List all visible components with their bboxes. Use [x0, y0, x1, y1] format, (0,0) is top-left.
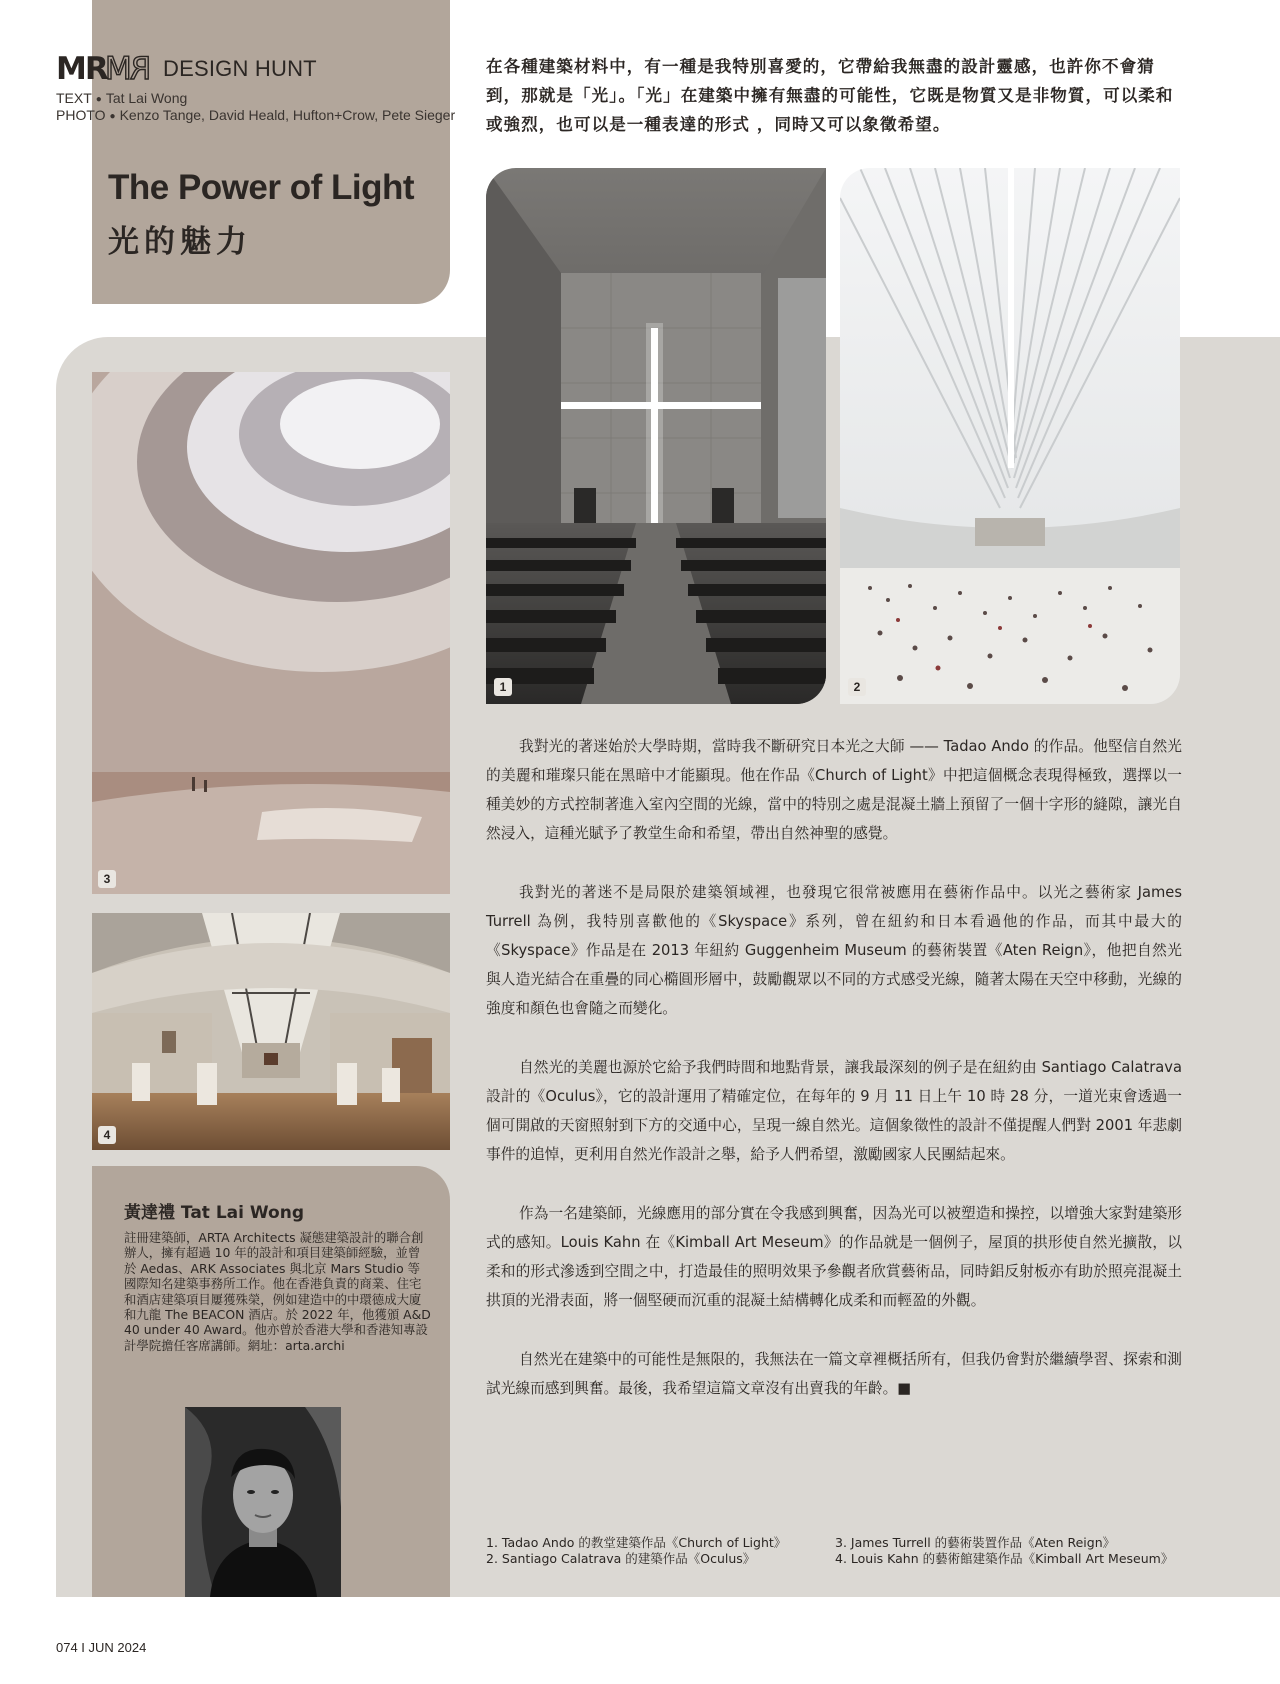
- photo-credit-label: PHOTO: [56, 107, 106, 123]
- article-title-chinese: 光的魅力: [108, 224, 252, 260]
- aten-reign-image: [92, 372, 450, 894]
- article-paragraph: 我對光的著迷不是局限於建築領域裡，也發現它很常被應用在藝術作品中。以光之藝術家 James Turrell 為例，我特別喜歡他的《Skyspace》系列，曾在紐約和日本看過他的作品，而其中最大的《Skyspace》作品是在 2013 年紐約 Guggenheim Museum 的藝術裝置《Aten Reign》，他把自然光與人造光結合在重疊的同心橢圓形層中，鼓勵觀眾以不同的方式感受光線，隨著太陽在天空中移動，光線的強度和顏色也會隨之而變化。: [486, 884, 1182, 1017]
- bullet-icon: ●: [95, 94, 102, 105]
- text-credit-name: Tat Lai Wong: [105, 90, 188, 106]
- text-credit-label: TEXT: [56, 90, 92, 106]
- article-body: [486, 732, 1182, 1433]
- photo-number-badge: 2: [848, 678, 866, 696]
- magazine-brand: [56, 52, 317, 86]
- photo-kimball-art-museum: [92, 913, 450, 1150]
- kimball-art-museum-image: [92, 913, 450, 1150]
- article-title-english: The Power of Light: [108, 168, 414, 207]
- photo-aten-reign: [92, 372, 450, 894]
- photo-church-of-light: [486, 168, 826, 704]
- page-footer: 074 I JUN 2024: [56, 1640, 147, 1655]
- article-paragraph: 自然光的美麗也源於它給予我們時間和地點背景，讓我最深刻的例子是在紐約由 Santiago Calatrava 設計的《Oculus》，它的設計運用了精確定位，在每年的 9 月 11 日上午 10 時 28 分，一道光束會透過一個可開啟的天窗照射到下方的交通中心，呈現一線自然光。這個象徵性的設計不僅提醒人們對 2001 年悲劇事件的追悼，更利用自然光作設計之舉，給予人們希望，激勵國家人民團結起來。: [486, 1059, 1182, 1163]
- photo-credit-line: [56, 107, 455, 126]
- caption-item: 4. Louis Kahn 的藝術館建築作品《Kimball Art Meseum》: [835, 1551, 1174, 1566]
- brand-logo-mr: MR: [56, 50, 107, 87]
- brand-logo-rm: RM: [106, 50, 152, 87]
- article-paragraph: 作為一名建築師，光線應用的部分實在令我感到興奮，因為光可以被塑造和操控，以增強大家對建築形式的感知。Louis Kahn 在《Kimball Art Meseum》的作品就是一個例子，屋頂的拱形使自然光擴散，以柔和的形式滲透到空間之中，打造最佳的照明效果予參觀者欣賞藝術品，同時鋁反射板亦有助於照亮混凝土拱頂的光滑表面，將一個堅硬而沉重的混凝土結構轉化成柔和而輕盈的外觀。: [486, 1205, 1182, 1309]
- caption-item: 2. Santiago Calatrava 的建築作品《Oculus》: [486, 1551, 756, 1566]
- church-of-light-image: [486, 168, 826, 704]
- caption-item: 1. Tadao Ando 的教堂建築作品《Church of Light》: [486, 1535, 787, 1550]
- photo-oculus: [840, 168, 1180, 704]
- section-name: DESIGN HUNT: [163, 56, 317, 81]
- article-paragraph: 自然光在建築中的可能性是無限的，我無法在一篇文章裡概括所有，但我仍會對於繼續學習、探索和測試光線而感到興奮。最後，我希望這篇文章沒有出賣我的年齡。■: [486, 1351, 1182, 1397]
- intro-paragraph: 在各種建築材料中，有一種是我特別喜愛的，它帶給我無盡的設計靈感，也許你不會猜到，那就是「光」。「光」在建築中擁有無盡的可能性，它既是物質又是非物質，可以柔和或強烈，也可以是一種表達的形式 ，同時又可以象徵希望。: [486, 57, 1174, 134]
- caption-item: 3. James Turrell 的藝術裝置作品《Aten Reign》: [835, 1535, 1116, 1550]
- bullet-icon: ●: [109, 111, 116, 122]
- photo-number-badge: 3: [98, 870, 116, 888]
- photo-number-badge: 1: [494, 678, 512, 696]
- article-paragraph: 我對光的著迷始於大學時期，當時我不斷研究日本光之大師 —— Tadao Ando 的作品。他堅信自然光的美麗和璀璨只能在黑暗中才能顯現。他在作品《Church of Light》中把這個概念表現得極致，選擇以一種美妙的方式控制著進入室內空間的光線，當中的特別之處是混凝土牆上預留了一個十字形的縫隙，讓光自然浸入，這種光賦予了教堂生命和希望，帶出自然神聖的感覺。: [486, 738, 1182, 842]
- author-name: 黃達禮 Tat Lai Wong: [124, 1203, 304, 1223]
- caption-column-right: [835, 1535, 1173, 1567]
- portrait-image: [185, 1407, 341, 1597]
- caption-column-left: [486, 1535, 786, 1567]
- photo-credit-names: Kenzo Tange, David Heald, Hufton+Crow, Pete Sieger: [119, 107, 456, 123]
- author-bio: 註冊建築師，ARTA Architects 凝態建築設計的聯合創辦人，擁有超過 10 年的設計和項目建築師經驗，並曾於 Aedas、ARK Associates 與北京 Mars Studio 等國際知名建築事務所工作。他在香港負責的商業、住宅和酒店建築項目屢獲殊榮，例如建造中的中環德成大廈和九龍 The BEACON 酒店。於 2022 年，他獲頒 A&D 40 under 40 Award。他亦曾於香港大學和香港知專設計學院擔任客席講師。網址：arta.archi: [124, 1230, 431, 1353]
- photo-number-badge: 4: [98, 1126, 116, 1144]
- oculus-image: [840, 168, 1180, 704]
- author-portrait: [185, 1407, 341, 1597]
